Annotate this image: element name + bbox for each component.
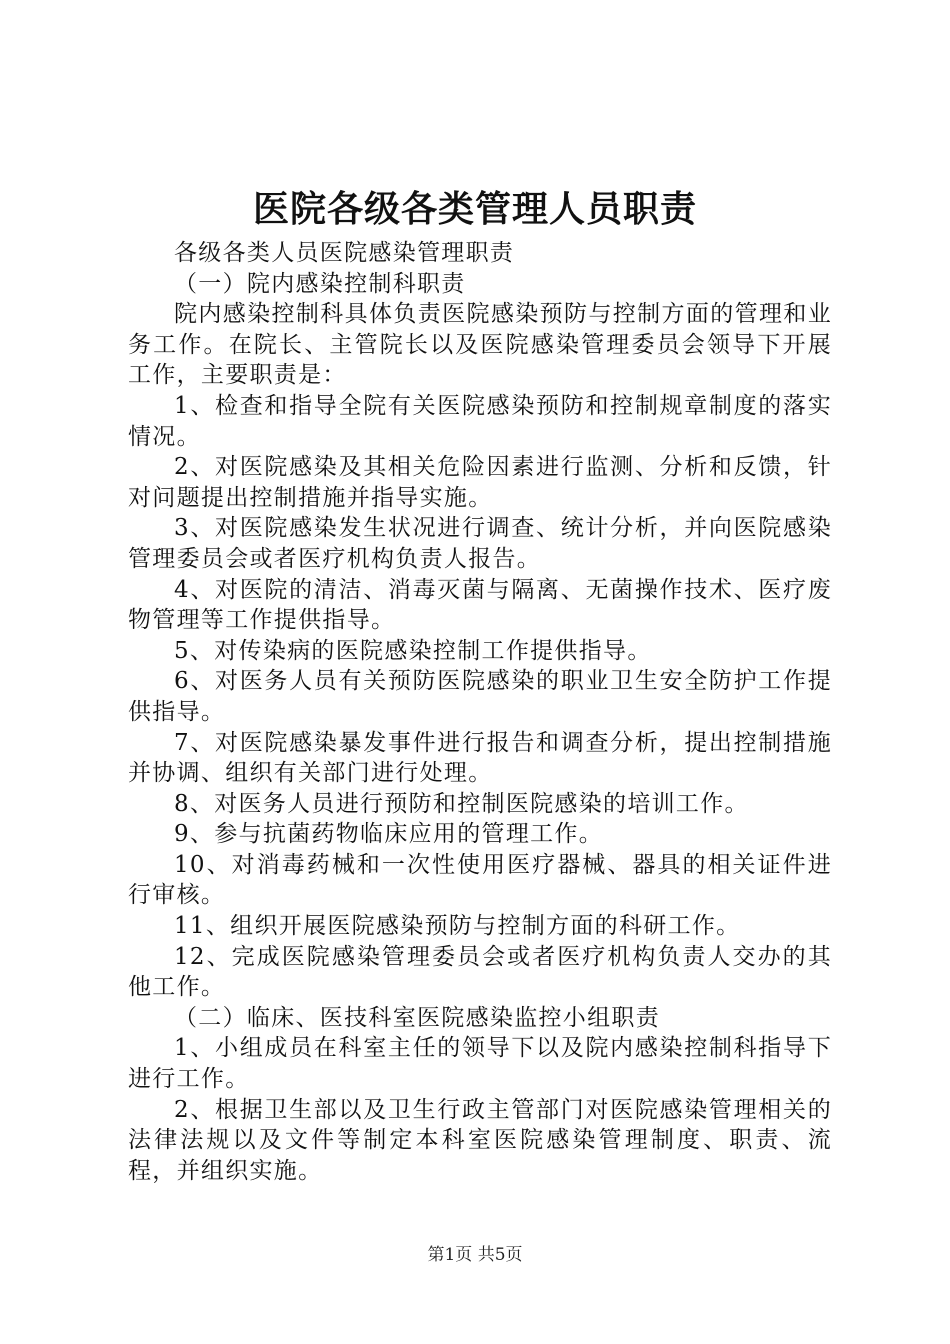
list-item: 2、对医院感染及其相关危险因素进行监测、分析和反馈，针对问题提出控制措施并指导实施。 (128, 454, 832, 511)
document-body (128, 238, 832, 1186)
section-heading: （二）临床、医技科室医院感染监控小组职责 (174, 1004, 660, 1031)
list-item: 7、对医院感染暴发事件进行报告和调查分析，提出控制措施并协调、组织有关部门进行处理。 (128, 729, 832, 787)
paragraph: 院内感染控制科具体负责医院感染预防与控制方面的管理和业务工作。在院长、主管院长以及医院感染管理委员会领导下开展工作，主要职责是： (128, 301, 832, 389)
list-item: 12、完成医院感染管理委员会或者医疗机构负责人交办的其他工作。 (128, 943, 832, 1001)
list-item: 8、对医务人员进行预防和控制医院感染的培训工作。 (174, 790, 749, 817)
list-item: 2、根据卫生部以及卫生行政主管部门对医院感染管理相关的法律法规以及文件等制定本科室医院感染管理制度、职责、流程，并组织实施。 (128, 1096, 832, 1184)
list-item: 4、对医院的清洁、消毒灭菌与隔离、无菌操作技术、医疗废物管理等工作提供指导。 (128, 576, 832, 634)
list-item: 1、小组成员在科室主任的领导下以及院内感染控制科指导下进行工作。 (128, 1035, 832, 1093)
section-heading: （一）院内感染控制科职责 (174, 270, 466, 297)
paragraph: 各级各类人员医院感染管理职责 (174, 240, 515, 266)
list-item: 5、对传染病的医院感染控制工作提供指导。 (174, 637, 652, 664)
list-item: 10、对消毒药械和一次性使用医疗器械、器具的相关证件进行审核。 (128, 851, 832, 909)
list-item: 6、对医务人员有关预防医院感染的职业卫生安全防护工作提供指导。 (128, 668, 832, 725)
list-item: 9、参与抗菌药物临床应用的管理工作。 (174, 821, 604, 848)
list-item: 11、组织开展医院感染预防与控制方面的科研工作。 (174, 913, 741, 940)
list-item: 1、检查和指导全院有关医院感染预防和控制规章制度的落实情况。 (128, 392, 832, 450)
document-title: 医院各级各类管理人员职责 (252, 188, 697, 230)
page-number-footer: 第1页 共5页 (427, 1245, 523, 1265)
list-item: 3、对医院感染发生状况进行调查、统计分析，并向医院感染管理委员会或者医疗机构负责人报告。 (128, 515, 832, 572)
